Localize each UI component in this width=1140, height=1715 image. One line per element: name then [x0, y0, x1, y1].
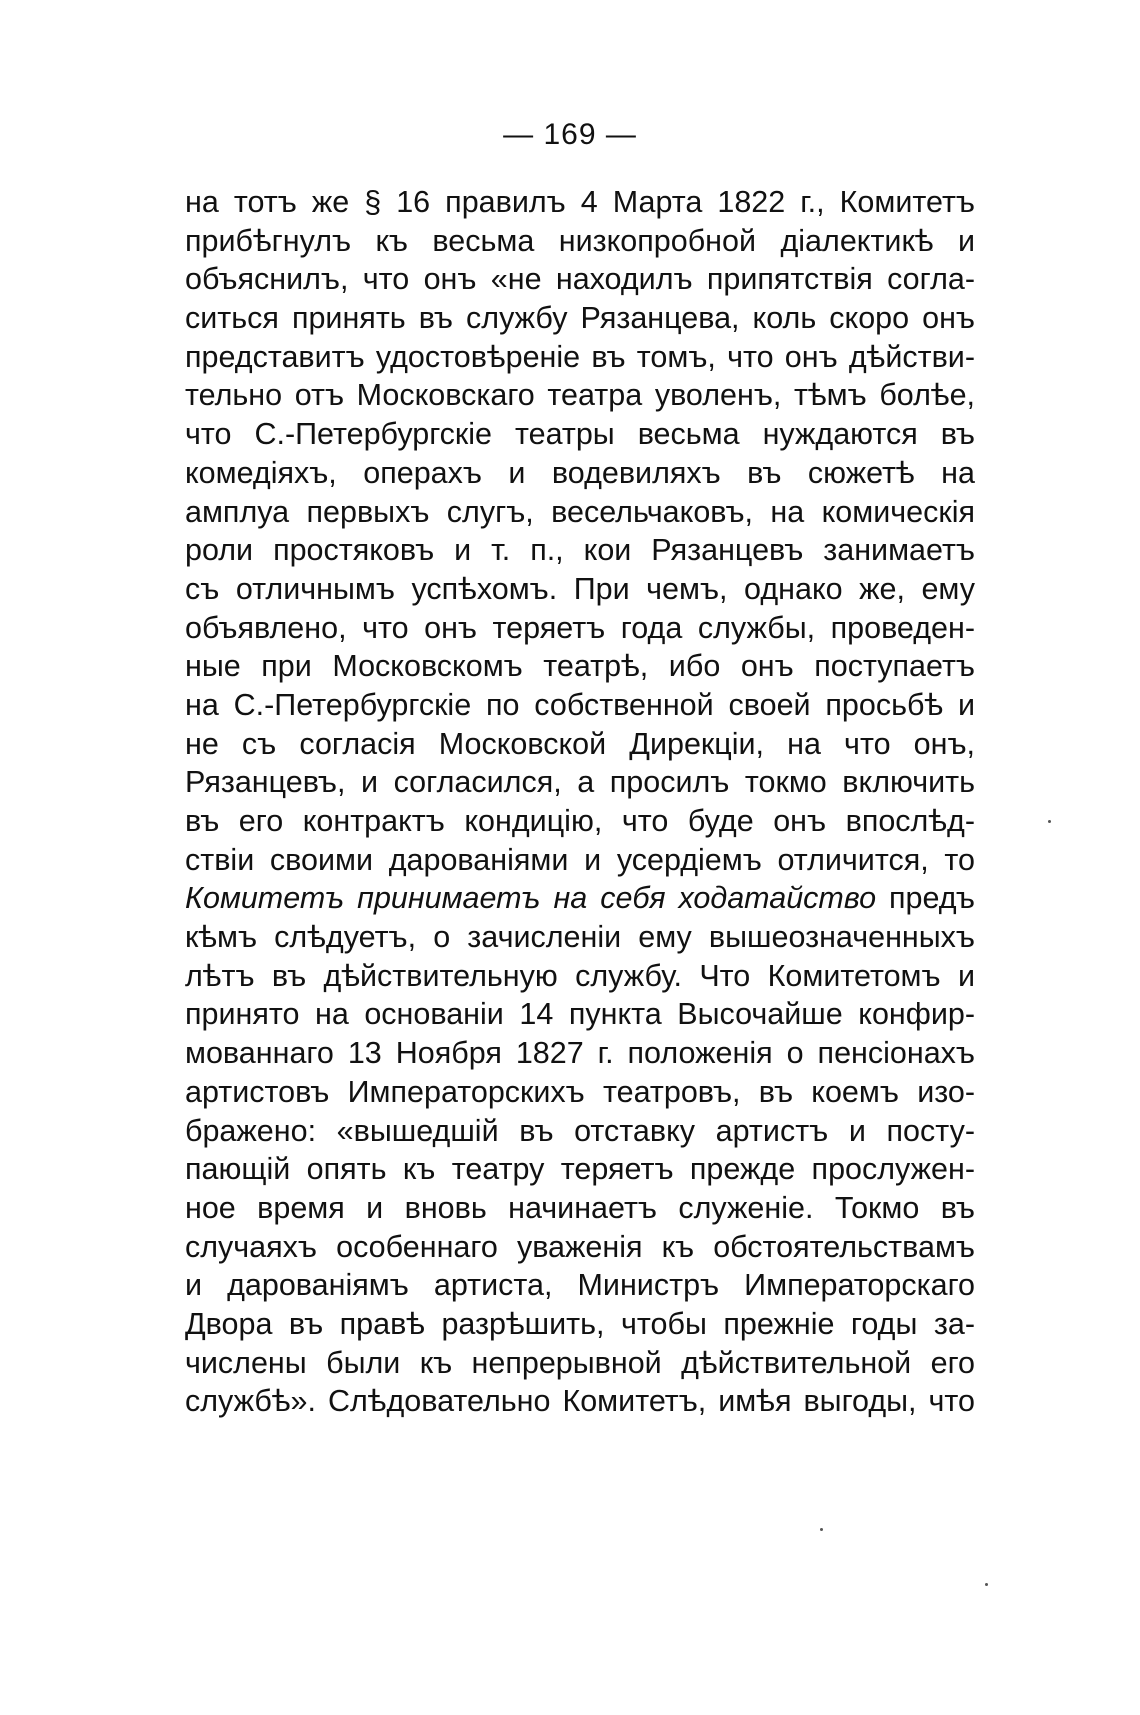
text-line: роли простяковъ и т. п., кои Рязанцевъ занимаетъ — [185, 533, 975, 568]
text-line: бражено: «вышедшій въ отставку артистъ и посту- — [185, 1113, 975, 1148]
text-line: съ отличнымъ успѣхомъ. При чемъ, однако же, ему — [185, 571, 975, 606]
text-line: комедіяхъ, операхъ и водевиляхъ въ сюжетѣ на — [185, 455, 975, 490]
text-line: пающій опять къ театру теряетъ прежде прослужен- — [185, 1152, 975, 1187]
text-line: тельно отъ Московскаго театра уволенъ, тѣмъ болѣе, — [185, 378, 975, 413]
text-line: ствіи своими дарованіями и усердіемъ отличится, то — [185, 842, 975, 877]
paper-speck — [1048, 820, 1051, 823]
text-line: что С.-Петербургскіе театры весьма нуждаются въ — [185, 417, 975, 452]
text-line: на С.-Петербургскіе по собственной своей просьбѣ и — [185, 687, 975, 722]
text-line: Рязанцевъ, и согласился, а просилъ токмо включить — [185, 765, 975, 800]
text-line: кѣмъ слѣдуетъ, о зачисленіи ему вышеозначенныхъ — [185, 920, 975, 955]
text-line: Двора въ правѣ разрѣшить, чтобы прежніе годы за- — [185, 1306, 975, 1341]
text-line: числены были къ непрерывной дѣйствительной его — [185, 1345, 975, 1380]
page-number: — 169 — — [503, 118, 637, 151]
text-line: случаяхъ особеннаго уваженія къ обстоятельствамъ — [185, 1229, 975, 1264]
text-line: артистовъ Императорскихъ театровъ, въ коемъ изо- — [185, 1074, 975, 1109]
body-text — [185, 183, 975, 1421]
text-line: прибѣгнулъ къ весьма низкопробной діалектикѣ и — [185, 223, 975, 258]
paper-speck — [820, 1528, 823, 1531]
text-line: принято на основаніи 14 пункта Высочайше конфир- — [185, 997, 975, 1032]
text-line: службѣ». Слѣдовательно Комитетъ, имѣя выгоды, что — [185, 1384, 975, 1419]
text-line: не съ согласія Московской Дирекціи, на что онъ, — [185, 726, 975, 761]
text-line: объяснилъ, что онъ «не находилъ припятствія согла- — [185, 262, 975, 297]
text-line: объявлено, что онъ теряетъ года службы, проведен- — [185, 610, 975, 645]
text-line: ное время и вновь начинаетъ служеніе. Токмо въ — [185, 1190, 975, 1225]
text-line: на тотъ же § 16 правилъ 4 Марта 1822 г., Комитетъ — [185, 185, 975, 219]
text-line-with-italic — [185, 879, 975, 918]
text-line: и дарованіямъ артиста, Министръ Императорскаго — [185, 1268, 975, 1303]
text-line: ные при Московскомъ театрѣ, ибо онъ поступаетъ — [185, 649, 975, 684]
italic-phrase: Комитетъ принимаетъ на себя ходатайство — [185, 881, 877, 916]
text-line: мованнаго 13 Ноября 1827 г. положенія о пенсіонахъ — [185, 1036, 975, 1071]
text-line-tail: предъ — [876, 881, 975, 916]
paper-speck — [985, 1583, 988, 1586]
text-line: представитъ удостовѣреніе въ томъ, что онъ дѣйстви- — [185, 339, 975, 374]
text-line: лѣтъ въ дѣйствительную службу. Что Комитетомъ и — [185, 958, 975, 993]
text-line: амплуа первыхъ слугъ, весельчаковъ, на комическія — [185, 494, 975, 529]
text-line: въ его контрактъ кондицію, что буде онъ впослѣд- — [185, 804, 975, 838]
text-line: ситься принять въ службу Рязанцева, коль скоро онъ — [185, 301, 975, 336]
